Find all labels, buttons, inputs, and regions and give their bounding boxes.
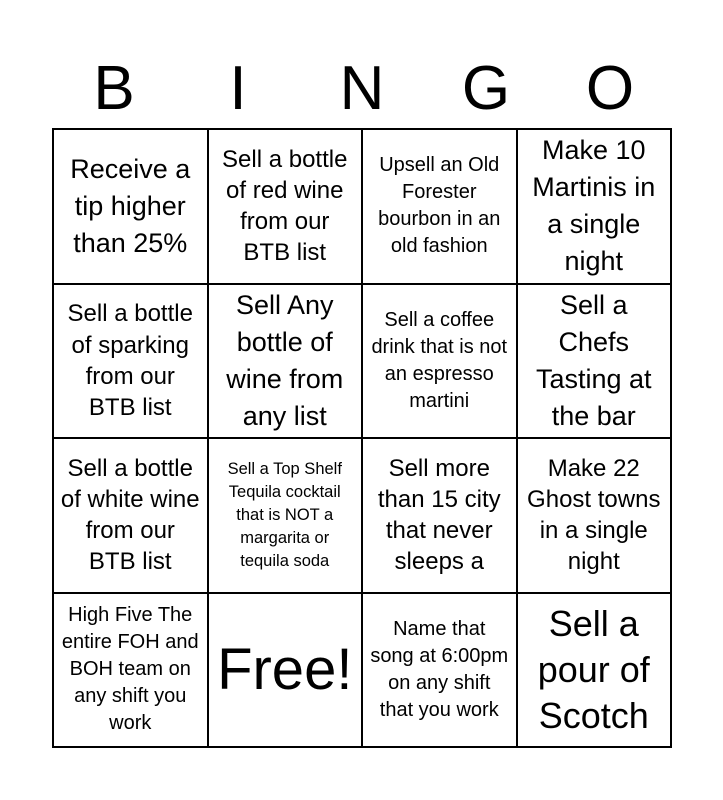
bingo-cell[interactable] bbox=[517, 593, 672, 748]
cell-text: Sell a coffee drink that is not an espresso martini bbox=[371, 308, 508, 412]
bingo-cell[interactable] bbox=[53, 129, 208, 284]
cell-text: Sell a Chefs Tasting at the bar bbox=[535, 289, 652, 431]
bingo-board bbox=[52, 128, 672, 748]
title-letter-n: N bbox=[339, 54, 385, 123]
cell-text: Upsell an Old Forester bourbon in an old fashion bbox=[378, 154, 501, 258]
cell-text: Sell more than 15 city that never sleeps a bbox=[377, 454, 501, 576]
cell-text: Sell a bottle of sparking from our BTB list bbox=[67, 300, 193, 421]
bingo-cell[interactable] bbox=[362, 284, 517, 439]
bingo-cell[interactable] bbox=[517, 284, 672, 439]
bingo-cell[interactable] bbox=[53, 284, 208, 439]
bingo-cell[interactable] bbox=[517, 129, 672, 284]
bingo-cell[interactable] bbox=[208, 129, 363, 284]
bingo-cell[interactable] bbox=[208, 284, 363, 439]
cell-text: Sell a bottle of red wine from our BTB list bbox=[222, 145, 348, 267]
bingo-cell[interactable] bbox=[208, 438, 363, 593]
title-letter-i: I bbox=[229, 54, 247, 123]
cell-text: Sell a bottle of white wine from our BTB list bbox=[60, 454, 200, 576]
cell-text: Sell Any bottle of wine from any list bbox=[226, 289, 344, 431]
bingo-cell[interactable] bbox=[362, 438, 517, 593]
cell-text: Sell a Top Shelf Tequila cocktail that is NOT a margarita or tequila soda bbox=[227, 459, 342, 570]
bingo-cell[interactable] bbox=[362, 593, 517, 748]
title-letter-g: G bbox=[461, 54, 511, 123]
cell-text: Receive a tip higher than 25% bbox=[70, 153, 191, 258]
cell-text: High Five The entire FOH and BOH team on any shift you work bbox=[61, 604, 199, 735]
cell-text: Sell a pour of Scotch bbox=[537, 602, 650, 736]
title-letter-b: B bbox=[93, 54, 135, 123]
bingo-cell[interactable] bbox=[53, 438, 208, 593]
cell-text: Free! bbox=[217, 636, 353, 702]
title-letter-o: O bbox=[585, 54, 635, 123]
bingo-title bbox=[52, 50, 672, 128]
cell-text: Make 10 Martinis in a single night bbox=[532, 135, 656, 277]
cell-text: Make 22 Ghost towns in a single night bbox=[527, 454, 661, 576]
free-space-cell[interactable] bbox=[208, 593, 363, 748]
bingo-cell[interactable] bbox=[53, 593, 208, 748]
bingo-cell[interactable] bbox=[517, 438, 672, 593]
bingo-cell[interactable] bbox=[362, 129, 517, 284]
cell-text: Name that song at 6:00pm on any shift that you work bbox=[370, 617, 509, 721]
